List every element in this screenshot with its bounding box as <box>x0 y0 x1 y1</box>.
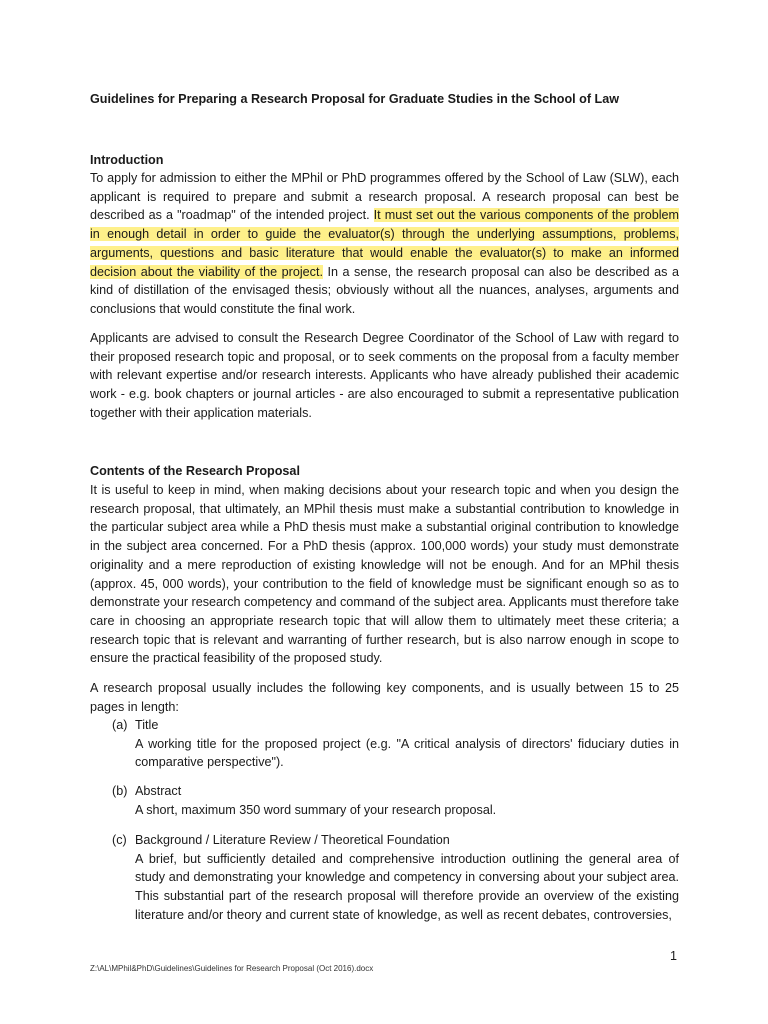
introduction-text-post: In a sense, the research proposal can also be described as a kind of distillation of the envisaged thesis; obviously without all the nuances, analyses, arguments and conclusions that would constitute the final work. <box>90 264 679 316</box>
footer-file-path: Z:\AL\MPhil&PhD\Guidelines\Guidelines for Research Proposal (Oct 2016).docx <box>90 964 374 973</box>
list-marker: (c) <box>112 833 127 847</box>
list-item-description: A working title for the proposed project (e.g. "A critical analysis of directors' fiduciary duties in comparative perspective"). <box>135 736 679 770</box>
list-item-description: A short, maximum 350 word summary of your research proposal. <box>135 802 497 817</box>
contents-paragraph-2: A research proposal usually includes the following key components, and is usually between 15 to 25 pages in length: <box>90 681 679 714</box>
document-title: Guidelines for Preparing a Research Proposal for Graduate Studies in the School of Law <box>90 92 620 106</box>
list-item-description: A brief, but sufficiently detailed and comprehensive introduction outlining the general area of study and demonstrating your knowledge and competency in conversing about your subject area. This substantial part of the research proposal will therefore provide an overview of the existing literature and/or theory and current state of knowledge, as well as recent debates, controversies, <box>135 851 679 922</box>
contents-heading: Contents of the Research Proposal <box>90 464 300 478</box>
introduction-text-pre: To apply for admission to either the MPhil or PhD programmes offered by the School of Law (SLW), each applicant is required to prepare and submit a research proposal. A research proposal can best be described as a "roadmap" of the intended project. <box>90 171 679 223</box>
contents-paragraph-1: It is useful to keep in mind, when making decisions about your research topic and when you design the research proposal, that ultimately, an MPhil thesis must make a substantial contribution to knowledge in the particular subject area while a PhD thesis must make a substantial original contribution to knowledge in the subject area concerned. For a PhD thesis (approx. 100,000 words) your study must demonstrate originality and a mere reproduction of existing knowledge will not be enough. And for an MPhil thesis (approx. 45, 000 words), your contribution to the field of knowledge must be significant enough so as to demonstrate your research competency and command of the subject area. Applicants must therefore take care in choosing an appropriate research topic that will allow them to ultimately meet these criteria; a research topic that is relevant and warranting of further research, but is also narrow enough in scope to ensure the practical feasibility of the proposed study. <box>90 483 679 666</box>
list-marker: (b) <box>112 784 128 798</box>
list-marker: (a) <box>112 718 128 732</box>
list-item-heading: Abstract <box>135 784 182 798</box>
list-item-heading: Title <box>135 718 159 732</box>
introduction-heading: Introduction <box>90 153 164 167</box>
page-number: 1 <box>670 949 678 963</box>
list-item-heading: Background / Literature Review / Theoretical Foundation <box>135 833 450 847</box>
introduction-paragraph-1 <box>90 169 679 319</box>
introduction-paragraph-2: Applicants are advised to consult the Research Degree Coordinator of the School of Law with regard to their proposed research topic and proposal, or to seek comments on the proposal from a faculty member with relevant expertise and/or research interests. Applicants who have already published their academic work - e.g. book chapters or journal articles - are also encouraged to submit a representative publication together with their application materials. <box>90 331 679 420</box>
highlighted-text: It must set out the various components of the problem in enough detail in order to guide the evaluator(s) through the underlying assumptions, problems, arguments, questions and basic literature that would enable the evaluator(s) to make an informed decision about the viability of the project. <box>90 208 679 279</box>
